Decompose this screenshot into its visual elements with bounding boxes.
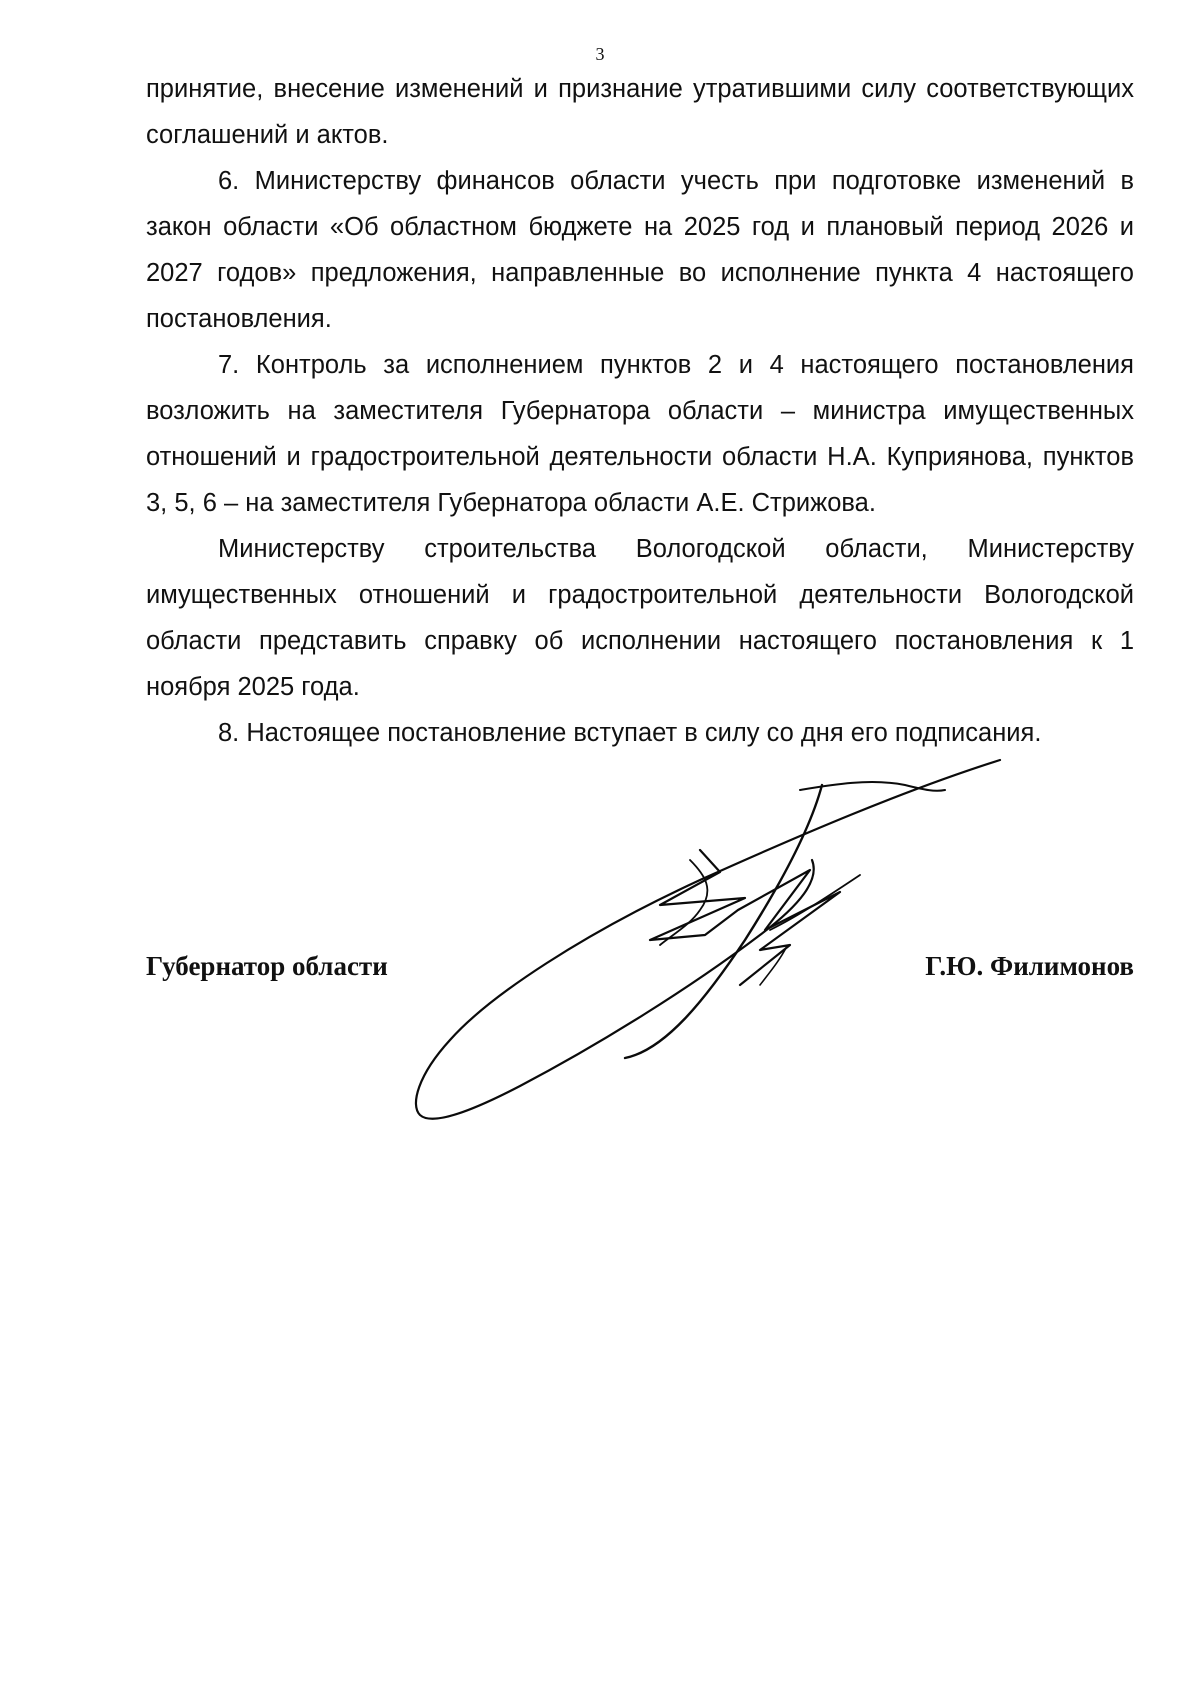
paragraph-item-8: 8. Настоящее постановление вступает в силу со дня его подписания. bbox=[218, 719, 1042, 747]
paragraph-item-7: 7. Контроль за исполнением пунктов 2 и 4 настоящего постановления возложить на заместителя Губернатора области – министра имущественных отношений и градостроительной деятельности области Н.А. Куприянова, пунктов 3, 5, 6 – на заместителя Губернатора области А.Е. Стрижова. bbox=[146, 351, 1134, 517]
signatory-position: Губернатор области bbox=[146, 951, 388, 981]
paragraph-item-6: 6. Министерству финансов области учесть при подготовке изменений в закон области «Об областном бюджете на 2025 год и плановый период 2026 и 2027 годов» предложения, направленные во исполнение пункта 4 настоящего постановления. bbox=[146, 167, 1134, 333]
paragraph-item-7-report: Министерству строительства Вологодской области, Министерству имущественных отношений и градостроительной деятельности Вологодской области представить справку об исполнении настоящего постановления к 1 ноября 2025 года. bbox=[146, 535, 1134, 701]
signatory-name: Г.Ю. Филимонов bbox=[925, 951, 1134, 981]
document-body bbox=[146, 66, 1134, 756]
page-number: 3 bbox=[595, 44, 605, 64]
signature-block bbox=[146, 946, 1134, 986]
paragraph-continuation: принятие, внесение изменений и признание утратившими силу соответствующих соглашений и актов. bbox=[146, 75, 1134, 149]
